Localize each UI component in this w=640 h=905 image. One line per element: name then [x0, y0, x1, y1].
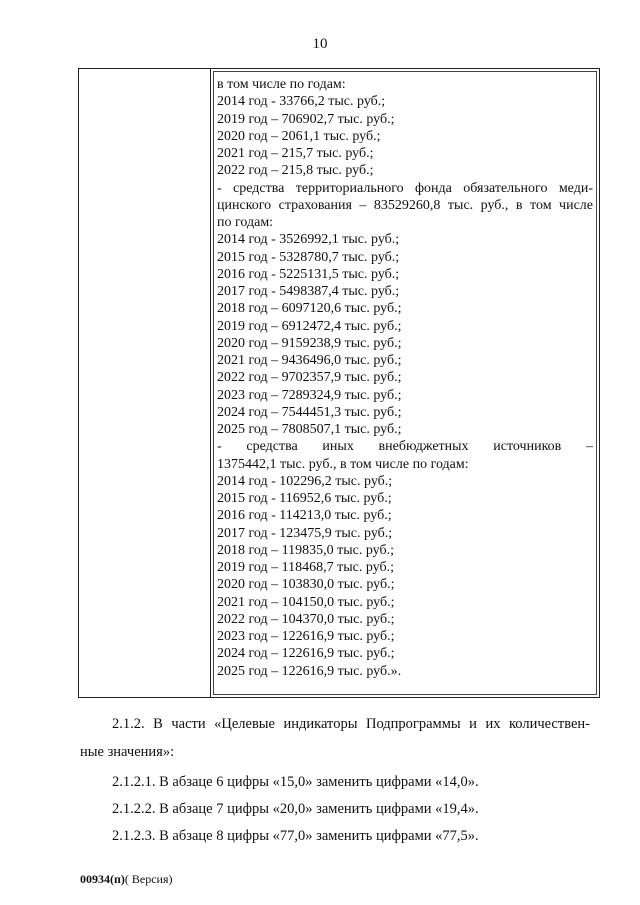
paragraph-2-1-2-line2: ные значения»: [80, 744, 175, 760]
table-line: 2020 год – 2061,1 тыс. руб.; [217, 128, 381, 144]
table-line: 2016 год - 114213,0 тыс. руб.; [217, 508, 392, 524]
table-line: 2015 год - 116952,6 тыс. руб.; [217, 491, 392, 506]
table-line: 2024 год – 7544451,3 тыс. руб.; [217, 404, 402, 420]
table-line: 2022 год – 215,8 тыс. руб.; [217, 163, 374, 179]
document-footer [80, 872, 173, 887]
table-line: 2015 год - 5328780,7 тыс. руб.; [217, 249, 400, 265]
funding-table [78, 68, 600, 698]
table-line: - средства иных внебюджетных источников – [217, 439, 593, 455]
table-line: 2024 год – 122616,9 тыс. руб.; [217, 646, 395, 662]
table-line: 2021 год – 9436496,0 тыс. руб.; [217, 353, 402, 368]
table-line: 2023 год – 7289324,9 тыс. руб.; [217, 387, 402, 403]
table-line: 2014 год - 3526992,1 тыс. руб.; [217, 232, 400, 248]
page-number: 10 [312, 36, 328, 52]
table-line: 2023 год – 122616,9 тыс. руб.; [217, 629, 395, 644]
table-line: 2025 год – 7808507,1 тыс. руб.; [217, 422, 402, 437]
paragraph-2-1-2-line1: 2.1.2. В части «Целевые индикаторы Подпрограммы и их количествен- [112, 716, 590, 732]
table-line: 2019 год – 118468,7 тыс. руб.; [217, 560, 394, 575]
table-line: 2022 год – 9702357,9 тыс. руб.; [217, 370, 402, 386]
table-line: 2022 год – 104370,0 тыс. руб.; [217, 611, 395, 627]
table-line: 2021 год – 104150,0 тыс. руб.; [217, 594, 395, 610]
table-line: - средства территориального фонда обязательного меди- [217, 180, 593, 196]
document-code: 00934(п) [80, 872, 125, 886]
table-line: 2017 год - 5498387,4 тыс. руб.; [217, 284, 400, 299]
table-line: 2017 год - 123475,9 тыс. руб.; [217, 525, 393, 541]
table-line: цинского страхования – 83529260,8 тыс. руб., в том числе [217, 197, 593, 213]
table-line: по годам: [217, 215, 274, 230]
table-line: 2021 год – 215,7 тыс. руб.; [217, 146, 374, 161]
paragraph-2-1-2-3: 2.1.2.3. В абзаце 8 цифры «77,0» заменить цифрами «77,5». [112, 828, 479, 844]
table-line: 2025 год – 122616,9 тыс. руб.». [217, 663, 402, 679]
table-line: 2016 год - 5225131,5 тыс. руб.; [217, 266, 400, 282]
paragraph-2-1-2-1: 2.1.2.1. В абзаце 6 цифры «15,0» заменить цифрами «14,0». [112, 774, 479, 790]
table-line: 2019 год – 706902,7 тыс. руб.; [217, 111, 395, 127]
table-line: 2020 год – 9159238,9 тыс. руб.; [217, 335, 402, 351]
table-line: в том числе по годам: [217, 77, 346, 92]
table-left-cell [79, 69, 211, 697]
table-line: 2014 год - 102296,2 тыс. руб.; [217, 473, 393, 489]
paragraph-2-1-2-2: 2.1.2.2. В абзаце 7 цифры «20,0» заменить цифрами «19,4». [112, 801, 479, 817]
table-line: 2014 год - 33766,2 тыс. руб.; [217, 94, 386, 110]
table-line: 2019 год – 6912472,4 тыс. руб.; [217, 318, 402, 334]
table-line: 2018 год – 6097120,6 тыс. руб.; [217, 301, 402, 317]
table-line: 2018 год – 119835,0 тыс. руб.; [217, 542, 394, 558]
table-right-cell [213, 71, 597, 695]
table-line: 1375442,1 тыс. руб., в том числе по годам: [217, 456, 469, 472]
document-version: ( Версия) [124, 872, 173, 886]
table-line: 2020 год – 103830,0 тыс. руб.; [217, 577, 395, 593]
